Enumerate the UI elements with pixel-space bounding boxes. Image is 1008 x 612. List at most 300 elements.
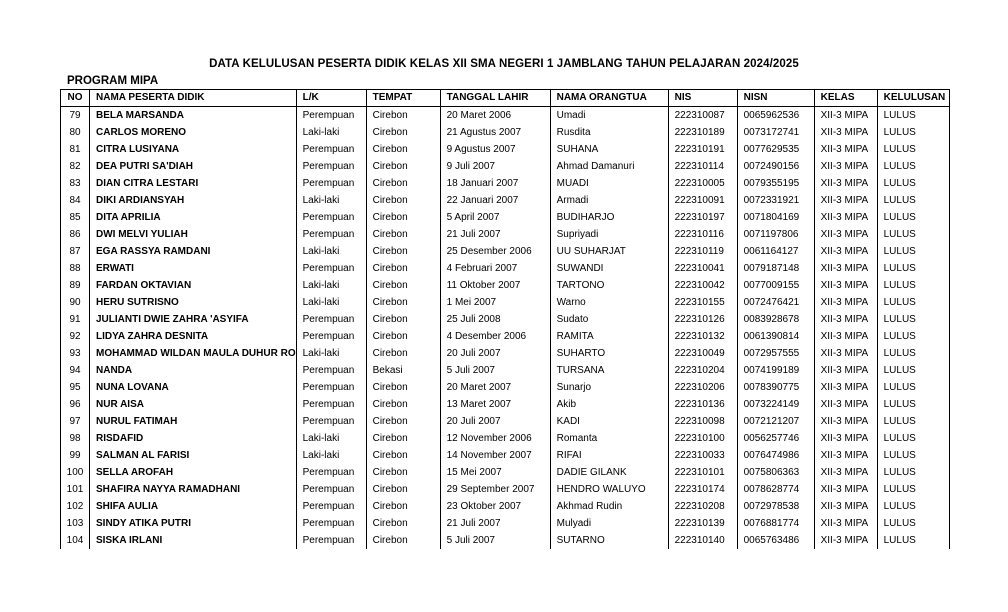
cell-parent: Sunarjo [550, 379, 668, 396]
cell-nisn: 0078390775 [737, 379, 814, 396]
cell-no: 100 [61, 464, 90, 481]
cell-nis: 222310041 [668, 260, 737, 277]
table-row [61, 107, 950, 125]
cell-nis: 222310114 [668, 158, 737, 175]
cell-graduation: LULUS [877, 141, 949, 158]
cell-name: NANDA [90, 362, 297, 379]
cell-nis: 222310091 [668, 192, 737, 209]
cell-graduation: LULUS [877, 243, 949, 260]
cell-nisn: 0072121207 [737, 413, 814, 430]
cell-name: SELLA AROFAH [90, 464, 297, 481]
cell-birthdate: 21 Juli 2007 [440, 226, 550, 243]
cell-parent: TARTONO [550, 277, 668, 294]
cell-birthplace: Cirebon [366, 107, 440, 125]
cell-no: 83 [61, 175, 90, 192]
cell-graduation: LULUS [877, 294, 949, 311]
cell-parent: Akib [550, 396, 668, 413]
cell-parent: DADIE GILANK [550, 464, 668, 481]
cell-birthplace: Cirebon [366, 396, 440, 413]
cell-no: 82 [61, 158, 90, 175]
cell-gender: Perempuan [296, 158, 366, 175]
cell-birthplace: Cirebon [366, 379, 440, 396]
cell-class: XII-3 MIPA [814, 158, 877, 175]
cell-parent: MUADI [550, 175, 668, 192]
cell-graduation: LULUS [877, 345, 949, 362]
cell-name: CITRA LUSIYANA [90, 141, 297, 158]
cell-nis: 222310126 [668, 311, 737, 328]
cell-nis: 222310136 [668, 396, 737, 413]
cell-birthdate: 25 Juli 2008 [440, 311, 550, 328]
cell-nis: 222310189 [668, 124, 737, 141]
cell-nisn: 0083928678 [737, 311, 814, 328]
cell-name: SALMAN AL FARISI [90, 447, 297, 464]
cell-nis: 222310100 [668, 430, 737, 447]
cell-parent: Supriyadi [550, 226, 668, 243]
cell-parent: KADI [550, 413, 668, 430]
cell-birthplace: Cirebon [366, 532, 440, 549]
cell-gender: Laki-laki [296, 345, 366, 362]
cell-birthdate: 4 Desember 2006 [440, 328, 550, 345]
cell-gender: Perempuan [296, 107, 366, 125]
table-row [61, 311, 950, 328]
cell-birthdate: 14 November 2007 [440, 447, 550, 464]
cell-gender: Perempuan [296, 481, 366, 498]
cell-name: SHAFIRA NAYYA RAMADHANI [90, 481, 297, 498]
cell-birthdate: 18 Januari 2007 [440, 175, 550, 192]
cell-birthdate: 13 Maret 2007 [440, 396, 550, 413]
cell-birthplace: Cirebon [366, 277, 440, 294]
table-row [61, 328, 950, 345]
table-row [61, 226, 950, 243]
header-nisn: NISN [737, 90, 814, 107]
cell-graduation: LULUS [877, 192, 949, 209]
cell-class: XII-3 MIPA [814, 124, 877, 141]
header-no: NO [61, 90, 90, 107]
cell-birthplace: Cirebon [366, 243, 440, 260]
cell-birthdate: 1 Mei 2007 [440, 294, 550, 311]
cell-name: FARDAN OKTAVIAN [90, 277, 297, 294]
cell-nis: 222310049 [668, 345, 737, 362]
cell-no: 91 [61, 311, 90, 328]
cell-parent: UU SUHARJAT [550, 243, 668, 260]
cell-gender: Perempuan [296, 515, 366, 532]
table-row [61, 277, 950, 294]
cell-no: 86 [61, 226, 90, 243]
cell-no: 101 [61, 481, 90, 498]
cell-class: XII-3 MIPA [814, 532, 877, 549]
cell-no: 94 [61, 362, 90, 379]
cell-graduation: LULUS [877, 209, 949, 226]
cell-birthdate: 5 April 2007 [440, 209, 550, 226]
cell-gender: Perempuan [296, 311, 366, 328]
cell-birthplace: Cirebon [366, 515, 440, 532]
cell-birthdate: 29 September 2007 [440, 481, 550, 498]
table-row [61, 430, 950, 447]
cell-birthplace: Cirebon [366, 498, 440, 515]
cell-birthplace: Cirebon [366, 311, 440, 328]
cell-parent: RAMITA [550, 328, 668, 345]
cell-no: 104 [61, 532, 90, 549]
table-row [61, 447, 950, 464]
cell-birthdate: 20 Juli 2007 [440, 413, 550, 430]
cell-graduation: LULUS [877, 226, 949, 243]
cell-class: XII-3 MIPA [814, 260, 877, 277]
cell-graduation: LULUS [877, 430, 949, 447]
cell-name: MOHAMMAD WILDAN MAULA DUHUR RO [90, 345, 297, 362]
cell-graduation: LULUS [877, 515, 949, 532]
cell-name: SINDY ATIKA PUTRI [90, 515, 297, 532]
cell-class: XII-3 MIPA [814, 430, 877, 447]
cell-nisn: 0075806363 [737, 464, 814, 481]
cell-birthdate: 21 Juli 2007 [440, 515, 550, 532]
cell-graduation: LULUS [877, 447, 949, 464]
cell-no: 89 [61, 277, 90, 294]
cell-birthplace: Cirebon [366, 481, 440, 498]
cell-graduation: LULUS [877, 260, 949, 277]
cell-no: 79 [61, 107, 90, 125]
cell-graduation: LULUS [877, 532, 949, 549]
cell-graduation: LULUS [877, 362, 949, 379]
cell-gender: Perempuan [296, 396, 366, 413]
cell-nis: 222310116 [668, 226, 737, 243]
cell-birthplace: Cirebon [366, 141, 440, 158]
cell-nisn: 0076881774 [737, 515, 814, 532]
cell-gender: Perempuan [296, 464, 366, 481]
cell-name: DITA APRILIA [90, 209, 297, 226]
cell-graduation: LULUS [877, 158, 949, 175]
cell-name: DIKI ARDIANSYAH [90, 192, 297, 209]
cell-nisn: 0074199189 [737, 362, 814, 379]
table-body [61, 107, 950, 550]
table-row [61, 481, 950, 498]
table-row [61, 141, 950, 158]
cell-birthdate: 9 Agustus 2007 [440, 141, 550, 158]
cell-parent: BUDIHARJO [550, 209, 668, 226]
cell-nisn: 0072331921 [737, 192, 814, 209]
cell-class: XII-3 MIPA [814, 345, 877, 362]
header-graduation: KELULUSAN [877, 90, 949, 107]
cell-nisn: 0056257746 [737, 430, 814, 447]
cell-graduation: LULUS [877, 498, 949, 515]
cell-name: EGA RASSYA RAMDANI [90, 243, 297, 260]
cell-gender: Perempuan [296, 532, 366, 549]
cell-nisn: 0065763486 [737, 532, 814, 549]
cell-no: 98 [61, 430, 90, 447]
cell-birthdate: 20 Juli 2007 [440, 345, 550, 362]
table-row [61, 498, 950, 515]
cell-birthdate: 5 Juli 2007 [440, 532, 550, 549]
cell-class: XII-3 MIPA [814, 107, 877, 125]
cell-birthdate: 12 November 2006 [440, 430, 550, 447]
cell-class: XII-3 MIPA [814, 243, 877, 260]
cell-parent: SUTARNO [550, 532, 668, 549]
table-row [61, 175, 950, 192]
table-row [61, 294, 950, 311]
cell-no: 93 [61, 345, 90, 362]
cell-gender: Laki-laki [296, 294, 366, 311]
cell-no: 80 [61, 124, 90, 141]
cell-parent: HENDRO WALUYO [550, 481, 668, 498]
cell-birthplace: Cirebon [366, 294, 440, 311]
cell-graduation: LULUS [877, 175, 949, 192]
cell-name: NUNA LOVANA [90, 379, 297, 396]
cell-birthdate: 4 Februari 2007 [440, 260, 550, 277]
cell-parent: Mulyadi [550, 515, 668, 532]
cell-name: ERWATI [90, 260, 297, 277]
cell-parent: SUWANDI [550, 260, 668, 277]
cell-parent: Sudato [550, 311, 668, 328]
cell-parent: Rusdita [550, 124, 668, 141]
header-gender: L/K [296, 90, 366, 107]
cell-gender: Laki-laki [296, 447, 366, 464]
cell-birthdate: 21 Agustus 2007 [440, 124, 550, 141]
cell-nis: 222310197 [668, 209, 737, 226]
cell-parent: Umadi [550, 107, 668, 125]
cell-class: XII-3 MIPA [814, 447, 877, 464]
cell-class: XII-3 MIPA [814, 311, 877, 328]
cell-class: XII-3 MIPA [814, 362, 877, 379]
cell-gender: Perempuan [296, 209, 366, 226]
cell-birthdate: 25 Desember 2006 [440, 243, 550, 260]
cell-birthplace: Cirebon [366, 345, 440, 362]
cell-nis: 222310033 [668, 447, 737, 464]
cell-nis: 222310174 [668, 481, 737, 498]
cell-graduation: LULUS [877, 481, 949, 498]
cell-class: XII-3 MIPA [814, 464, 877, 481]
cell-nisn: 0077629535 [737, 141, 814, 158]
header-birthdate: TANGGAL LAHIR [440, 90, 550, 107]
cell-nis: 222310140 [668, 532, 737, 549]
cell-nis: 222310005 [668, 175, 737, 192]
table-row [61, 413, 950, 430]
cell-nisn: 0079355195 [737, 175, 814, 192]
table-row [61, 515, 950, 532]
cell-no: 90 [61, 294, 90, 311]
cell-class: XII-3 MIPA [814, 209, 877, 226]
cell-gender: Laki-laki [296, 430, 366, 447]
cell-no: 103 [61, 515, 90, 532]
cell-birthdate: 23 Oktober 2007 [440, 498, 550, 515]
cell-birthplace: Cirebon [366, 328, 440, 345]
cell-gender: Perempuan [296, 260, 366, 277]
cell-gender: Laki-laki [296, 243, 366, 260]
cell-name: HERU SUTRISNO [90, 294, 297, 311]
cell-gender: Laki-laki [296, 192, 366, 209]
cell-nisn: 0072490156 [737, 158, 814, 175]
cell-birthplace: Cirebon [366, 260, 440, 277]
cell-no: 84 [61, 192, 90, 209]
table-row [61, 379, 950, 396]
cell-graduation: LULUS [877, 107, 949, 125]
cell-nis: 222310098 [668, 413, 737, 430]
cell-gender: Perempuan [296, 498, 366, 515]
cell-nis: 222310204 [668, 362, 737, 379]
header-parent: NAMA ORANGTUA [550, 90, 668, 107]
cell-parent: Romanta [550, 430, 668, 447]
cell-no: 97 [61, 413, 90, 430]
cell-class: XII-3 MIPA [814, 141, 877, 158]
cell-birthplace: Cirebon [366, 413, 440, 430]
cell-birthplace: Cirebon [366, 158, 440, 175]
cell-birthplace: Bekasi [366, 362, 440, 379]
cell-parent: SUHARTO [550, 345, 668, 362]
cell-nis: 222310208 [668, 498, 737, 515]
cell-gender: Perempuan [296, 175, 366, 192]
cell-class: XII-3 MIPA [814, 175, 877, 192]
cell-no: 96 [61, 396, 90, 413]
header-class: KELAS [814, 90, 877, 107]
cell-graduation: LULUS [877, 277, 949, 294]
cell-gender: Perempuan [296, 413, 366, 430]
header-nis: NIS [668, 90, 737, 107]
table-row [61, 362, 950, 379]
cell-birthplace: Cirebon [366, 226, 440, 243]
cell-birthplace: Cirebon [366, 192, 440, 209]
cell-parent: Ahmad Damanuri [550, 158, 668, 175]
cell-birthplace: Cirebon [366, 124, 440, 141]
cell-gender: Laki-laki [296, 124, 366, 141]
cell-nisn: 0072476421 [737, 294, 814, 311]
cell-birthplace: Cirebon [366, 447, 440, 464]
table-row [61, 345, 950, 362]
cell-no: 92 [61, 328, 90, 345]
cell-class: XII-3 MIPA [814, 226, 877, 243]
cell-nisn: 0077009155 [737, 277, 814, 294]
cell-graduation: LULUS [877, 413, 949, 430]
cell-gender: Laki-laki [296, 277, 366, 294]
cell-class: XII-3 MIPA [814, 192, 877, 209]
cell-class: XII-3 MIPA [814, 277, 877, 294]
cell-nisn: 0071804169 [737, 209, 814, 226]
cell-graduation: LULUS [877, 124, 949, 141]
cell-parent: Akhmad Rudin [550, 498, 668, 515]
cell-name: NUR AISA [90, 396, 297, 413]
cell-nis: 222310042 [668, 277, 737, 294]
cell-class: XII-3 MIPA [814, 413, 877, 430]
cell-no: 102 [61, 498, 90, 515]
table-header-row [61, 90, 950, 107]
table-row [61, 464, 950, 481]
cell-graduation: LULUS [877, 379, 949, 396]
cell-no: 95 [61, 379, 90, 396]
cell-gender: Perempuan [296, 141, 366, 158]
cell-no: 99 [61, 447, 90, 464]
cell-nisn: 0076474986 [737, 447, 814, 464]
cell-no: 88 [61, 260, 90, 277]
table-row [61, 192, 950, 209]
cell-birthplace: Cirebon [366, 209, 440, 226]
cell-birthdate: 20 Maret 2007 [440, 379, 550, 396]
document-title: DATA KELULUSAN PESERTA DIDIK KELAS XII SMA NEGERI 1 JAMBLANG TAHUN PELAJARAN 2024/2025 [209, 58, 799, 70]
cell-class: XII-3 MIPA [814, 498, 877, 515]
table-row [61, 396, 950, 413]
cell-nisn: 0079187148 [737, 260, 814, 277]
cell-graduation: LULUS [877, 311, 949, 328]
cell-birthdate: 20 Maret 2006 [440, 107, 550, 125]
cell-name: NURUL FATIMAH [90, 413, 297, 430]
cell-nis: 222310139 [668, 515, 737, 532]
table-row [61, 532, 950, 549]
cell-nis: 222310206 [668, 379, 737, 396]
cell-class: XII-3 MIPA [814, 328, 877, 345]
cell-class: XII-3 MIPA [814, 379, 877, 396]
cell-nis: 222310087 [668, 107, 737, 125]
cell-parent: Warno [550, 294, 668, 311]
cell-birthdate: 15 Mei 2007 [440, 464, 550, 481]
cell-gender: Perempuan [296, 226, 366, 243]
cell-nisn: 0061164127 [737, 243, 814, 260]
table-row [61, 260, 950, 277]
cell-name: JULIANTI DWIE ZAHRA 'ASYIFA [90, 311, 297, 328]
cell-name: DIAN CITRA LESTARI [90, 175, 297, 192]
table-row [61, 124, 950, 141]
cell-birthplace: Cirebon [366, 430, 440, 447]
header-name: NAMA PESERTA DIDIK [90, 90, 297, 107]
cell-name: BELA MARSANDA [90, 107, 297, 125]
cell-class: XII-3 MIPA [814, 481, 877, 498]
cell-nis: 222310101 [668, 464, 737, 481]
cell-name: DWI MELVI YULIAH [90, 226, 297, 243]
cell-name: SHIFA AULIA [90, 498, 297, 515]
cell-parent: RIFAI [550, 447, 668, 464]
cell-nis: 222310132 [668, 328, 737, 345]
cell-name: RISDAFID [90, 430, 297, 447]
cell-class: XII-3 MIPA [814, 294, 877, 311]
program-label: PROGRAM MIPA [67, 75, 159, 87]
cell-nisn: 0071197806 [737, 226, 814, 243]
cell-no: 81 [61, 141, 90, 158]
cell-birthdate: 11 Oktober 2007 [440, 277, 550, 294]
cell-parent: Armadi [550, 192, 668, 209]
table-row [61, 158, 950, 175]
cell-birthdate: 9 Juli 2007 [440, 158, 550, 175]
cell-nisn: 0073224149 [737, 396, 814, 413]
cell-nis: 222310119 [668, 243, 737, 260]
cell-name: LIDYA ZAHRA DESNITA [90, 328, 297, 345]
cell-graduation: LULUS [877, 464, 949, 481]
cell-graduation: LULUS [877, 328, 949, 345]
table-row [61, 243, 950, 260]
cell-nisn: 0072957555 [737, 345, 814, 362]
cell-nisn: 0078628774 [737, 481, 814, 498]
cell-parent: SUHANA [550, 141, 668, 158]
cell-name: SISKA IRLANI [90, 532, 297, 549]
cell-class: XII-3 MIPA [814, 515, 877, 532]
cell-parent: TURSANA [550, 362, 668, 379]
cell-nisn: 0065962536 [737, 107, 814, 125]
cell-birthplace: Cirebon [366, 175, 440, 192]
cell-no: 87 [61, 243, 90, 260]
cell-gender: Perempuan [296, 379, 366, 396]
table-row [61, 209, 950, 226]
graduation-table [60, 89, 950, 549]
cell-no: 85 [61, 209, 90, 226]
cell-gender: Perempuan [296, 328, 366, 345]
cell-name: DEA PUTRI SA'DIAH [90, 158, 297, 175]
cell-name: CARLOS MORENO [90, 124, 297, 141]
cell-birthdate: 22 Januari 2007 [440, 192, 550, 209]
cell-nis: 222310155 [668, 294, 737, 311]
cell-nisn: 0072978538 [737, 498, 814, 515]
cell-nisn: 0073172741 [737, 124, 814, 141]
header-birthplace: TEMPAT [366, 90, 440, 107]
cell-graduation: LULUS [877, 396, 949, 413]
cell-gender: Perempuan [296, 362, 366, 379]
cell-class: XII-3 MIPA [814, 396, 877, 413]
cell-nis: 222310191 [668, 141, 737, 158]
cell-birthdate: 5 Juli 2007 [440, 362, 550, 379]
cell-nisn: 0061390814 [737, 328, 814, 345]
